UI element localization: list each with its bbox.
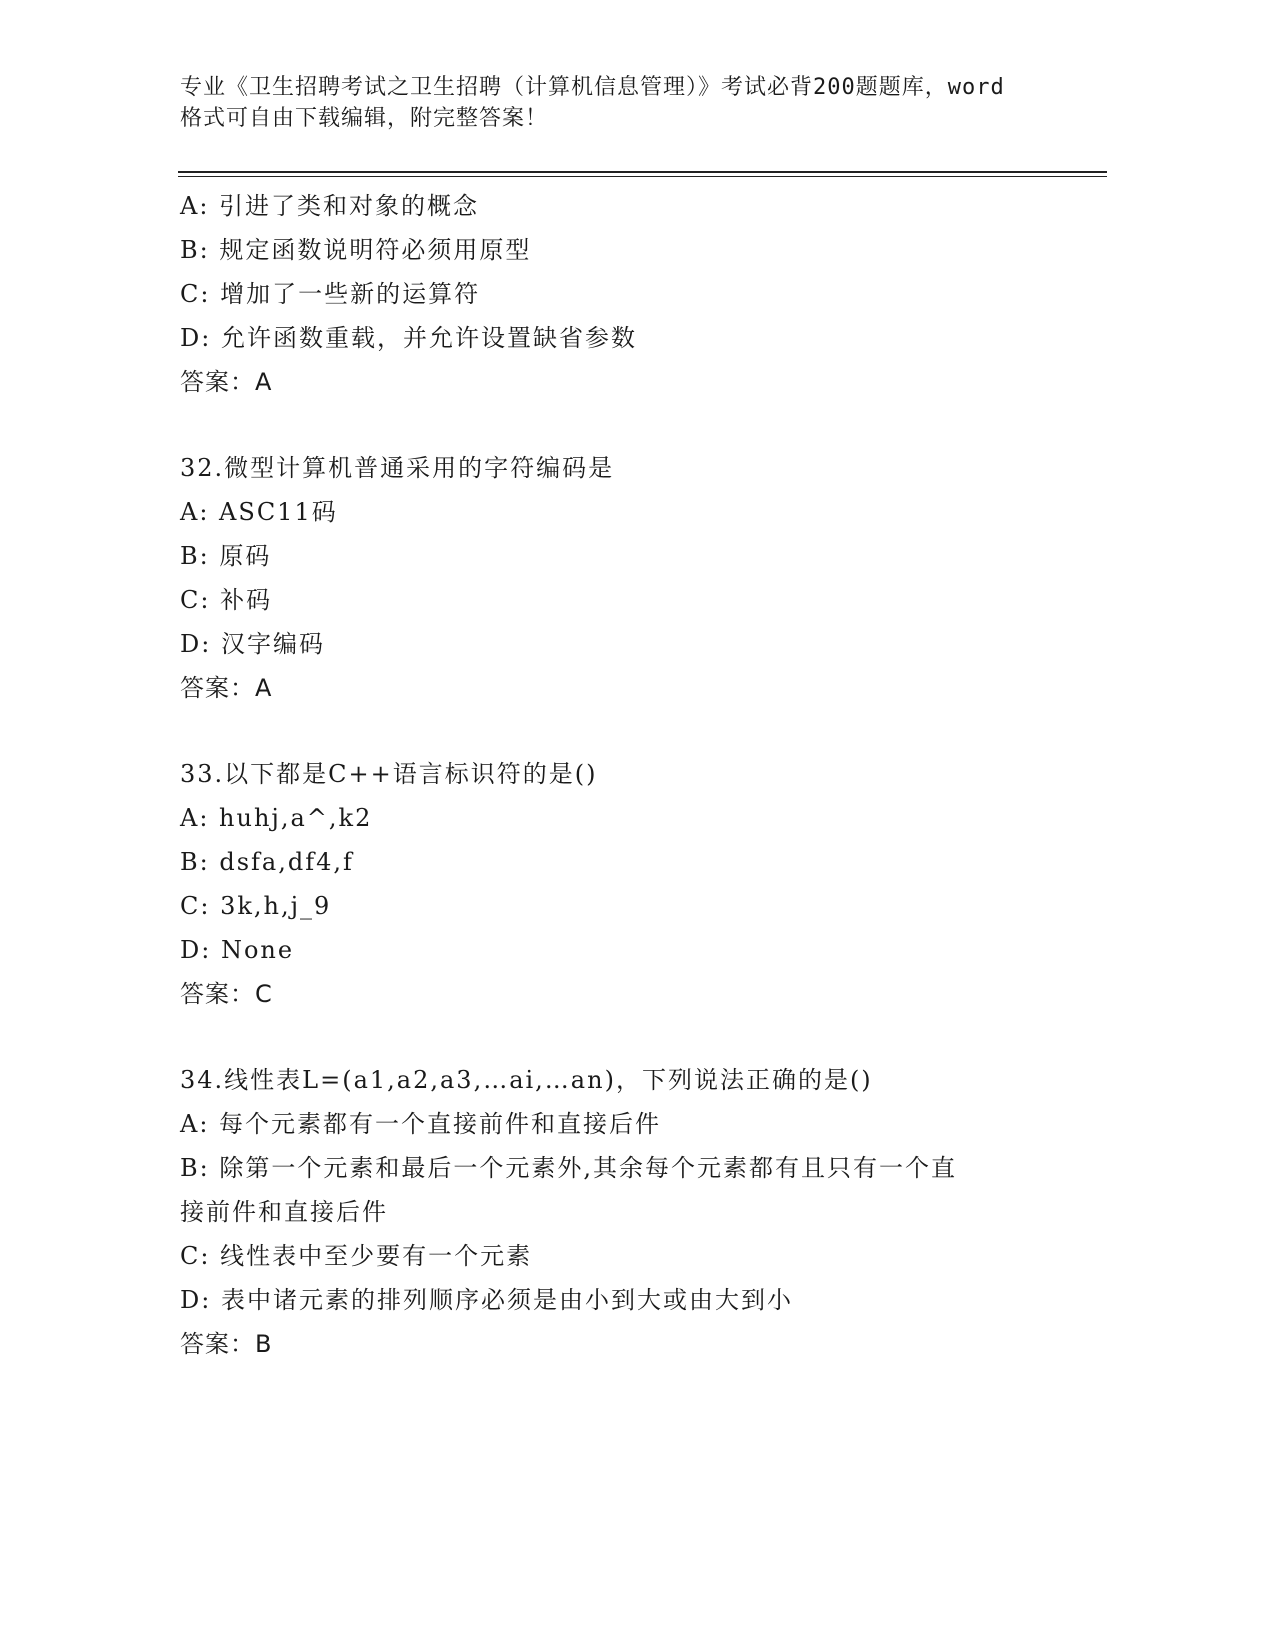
spacer <box>180 1016 1080 1058</box>
question-text: 34.线性表L=(a1,a2,a3,…ai,…an)，下列说法正确的是() <box>180 1066 873 1094</box>
option-b: B: 除第一个元素和最后一个元素外,其余每个元素都有且只有一个直 <box>180 1154 957 1182</box>
option-c: C: 增加了一些新的运算符 <box>180 280 481 308</box>
header-divider-thick <box>178 171 1107 173</box>
option-d: D: 表中诸元素的排列顺序必须是由小到大或由大到小 <box>180 1286 793 1314</box>
question-block-34 <box>180 1058 1080 1366</box>
document-header <box>180 72 1080 134</box>
answer-line: 答案：A <box>180 368 273 396</box>
option-a: A: 每个元素都有一个直接前件和直接后件 <box>180 1110 662 1138</box>
option-b-continued: 接前件和直接后件 <box>180 1198 388 1226</box>
answer-line: 答案：C <box>180 980 273 1008</box>
header-line-1: 专业《卫生招聘考试之卫生招聘（计算机信息管理）》考试必背200题题库，word <box>180 75 1005 100</box>
spacer <box>180 404 1080 446</box>
spacer <box>180 710 1080 752</box>
question-block-32 <box>180 446 1080 710</box>
question-text: 32.微型计算机普通采用的字符编码是 <box>180 454 615 482</box>
option-b: B: 原码 <box>180 542 272 570</box>
header-line-2: 格式可自由下载编辑，附完整答案！ <box>180 106 549 131</box>
question-text: 33.以下都是C++语言标识符的是() <box>180 760 598 788</box>
option-d: D: 允许函数重载，并允许设置缺省参数 <box>180 324 637 352</box>
question-block-31 <box>180 184 1080 404</box>
option-b: B: 规定函数说明符必须用原型 <box>180 236 532 264</box>
option-c: C: 3k,h,j_9 <box>180 892 332 920</box>
option-a: A: 引进了类和对象的概念 <box>180 192 480 220</box>
answer-line: 答案：B <box>180 1330 273 1358</box>
option-a: A: huhj,a^,k2 <box>180 804 373 832</box>
question-list <box>180 184 1080 1366</box>
option-c: C: 补码 <box>180 586 273 614</box>
option-c: C: 线性表中至少要有一个元素 <box>180 1242 533 1270</box>
question-block-33 <box>180 752 1080 1016</box>
option-b: B: dsfa,df4,f <box>180 848 354 876</box>
header-divider-thin <box>178 176 1107 177</box>
option-d: D: None <box>180 936 295 964</box>
option-d: D: 汉字编码 <box>180 630 325 658</box>
answer-line: 答案：A <box>180 674 273 702</box>
option-a: A: ASC11码 <box>180 498 338 526</box>
